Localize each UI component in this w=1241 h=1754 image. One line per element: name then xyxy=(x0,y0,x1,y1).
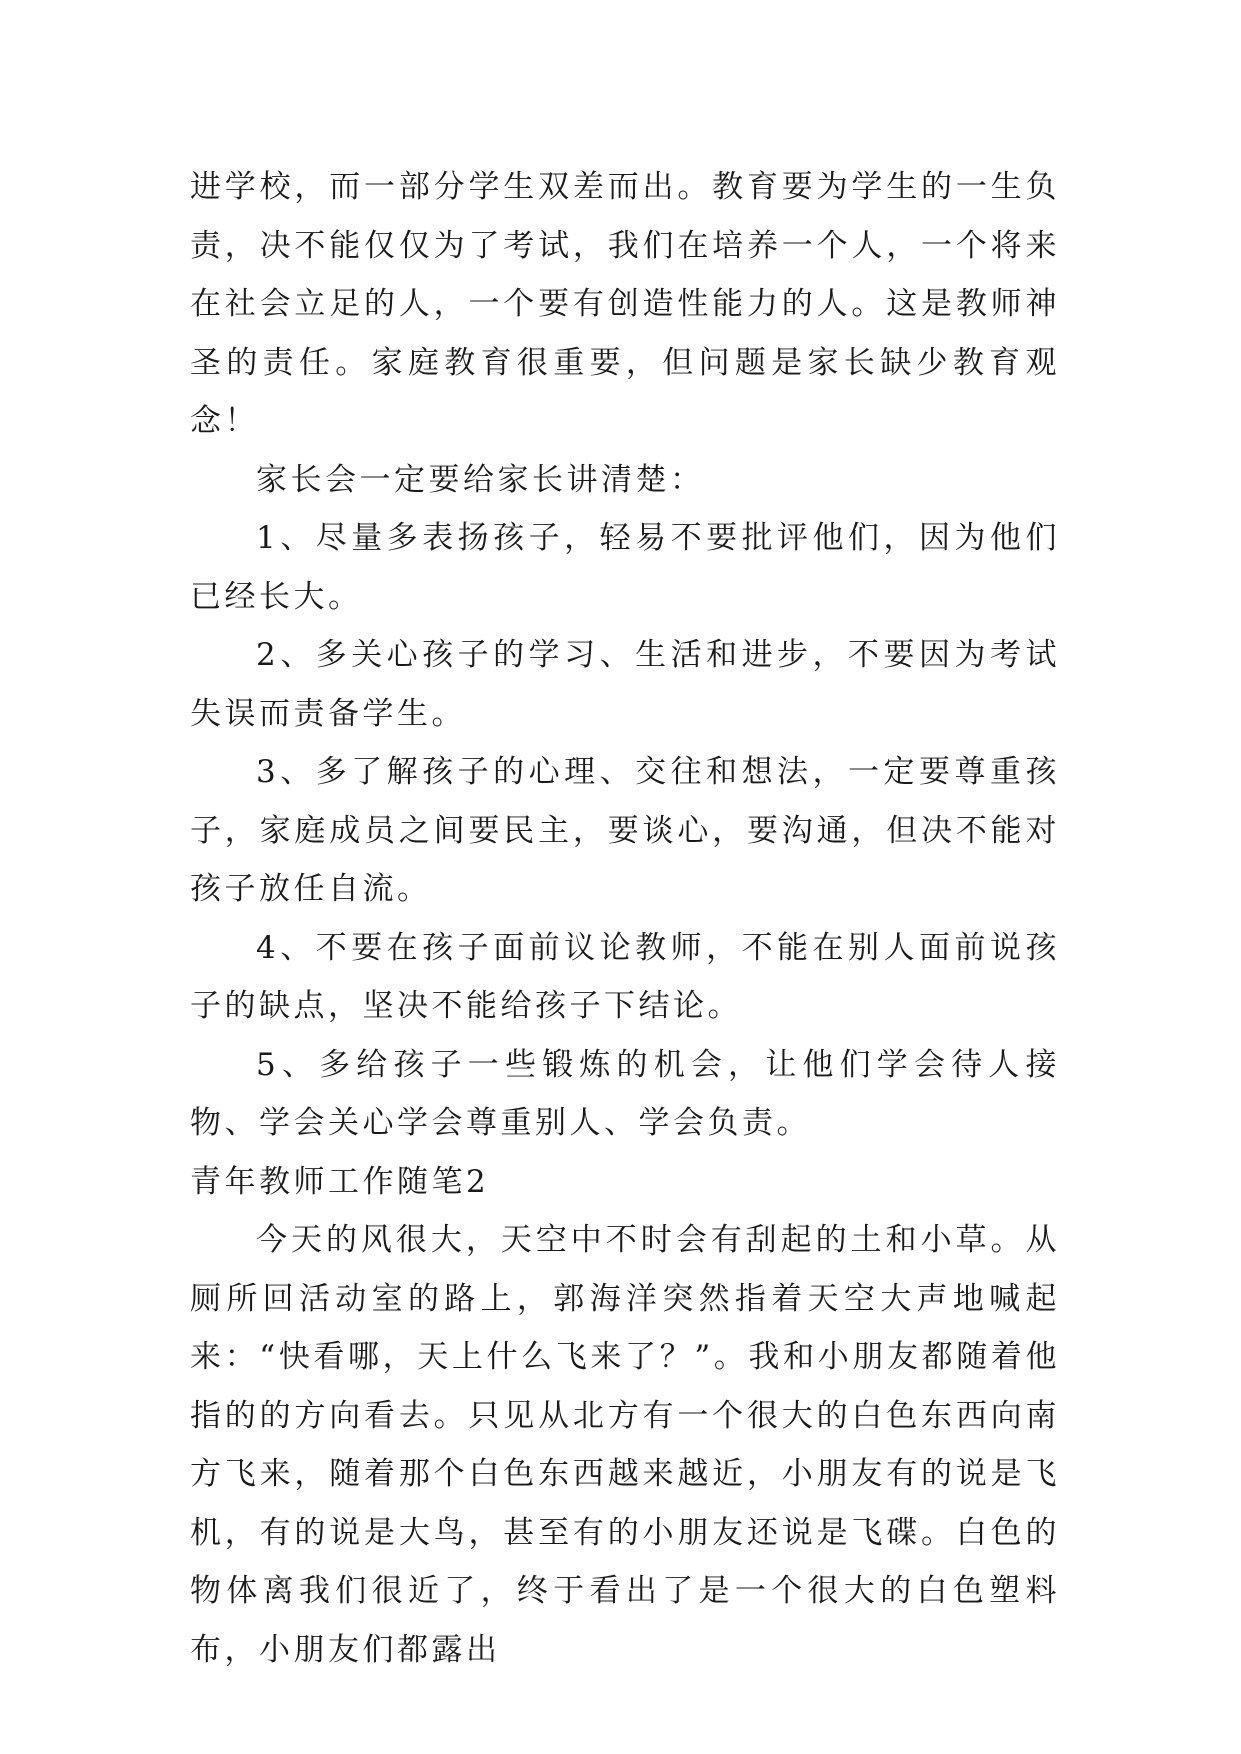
list-item: 2、多关心孩子的学习、生活和进步，不要因为考试失误而责备学生。 xyxy=(190,637,1060,732)
list-item: 4、不要在孩子面前议论教师，不能在别人面前说孩子的缺点，坚决不能给孩子下结论。 xyxy=(190,929,1060,1024)
list-item: 5、多给孩子一些锻炼的机会，让他们学会待人接物、学会关心学会尊重别人、学会负责。 xyxy=(190,1046,1060,1141)
document-body xyxy=(190,158,1060,1679)
paragraph: 家长会一定要给家长讲清楚： xyxy=(256,461,705,498)
paragraph: 进学校，而一部分学生双差而出。教育要为学生的一生负责，决不能仅仅为了考试，我们在培养一个人，一个将来在社会立足的人，一个要有创造性能力的人。这是教师神圣的责任。家庭教育很重要，但问题是家长缺少教育观念！ xyxy=(190,169,1060,439)
list-item: 3、多了解孩子的心理、交往和想法，一定要尊重孩子，家庭成员之间要民主，要谈心，要沟通，但决不能对孩子放任自流。 xyxy=(190,754,1060,907)
section-title: 青年教师工作随笔2 xyxy=(190,1163,490,1200)
paragraph: 今天的风很大，天空中不时会有刮起的土和小草。从厕所回活动室的路上，郭海洋突然指着天空大声地喊起来：“快看哪，天上什么飞来了？”。我和小朋友都随着他指的的方向看去。只见从北方有一个很大的白色东西向南方飞来，随着那个白色东西越来越近，小朋友有的说是飞机，有的说是大鸟，甚至有的小朋友还说是飞碟。白色的物体离我们很近了，终于看出了是一个很大的白色塑料布，小朋友们都露出 xyxy=(190,1222,1060,1668)
list-item: 1、尽量多表扬孩子，轻易不要批评他们，因为他们已经长大。 xyxy=(190,520,1060,615)
